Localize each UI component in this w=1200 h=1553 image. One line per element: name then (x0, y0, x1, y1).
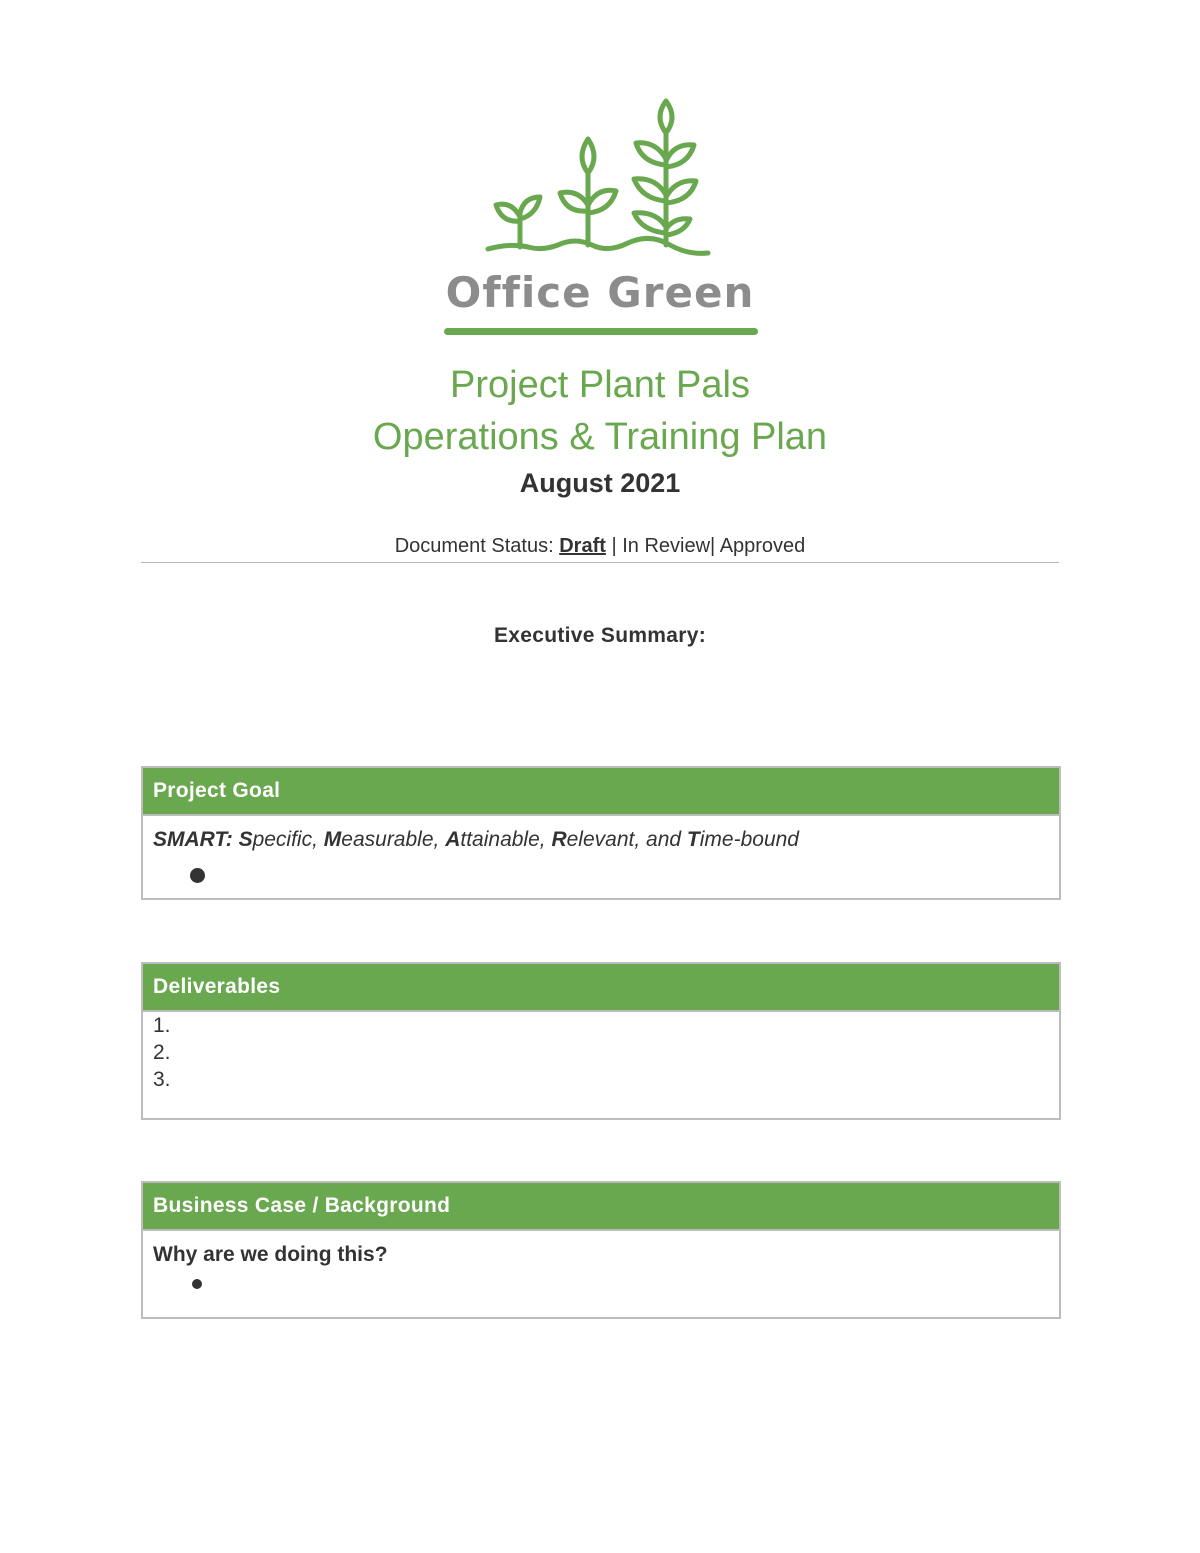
document-status (0, 535, 1200, 558)
status-approved: Approved (719, 535, 806, 557)
smart-term: and (646, 828, 682, 851)
brand-name: Office Green (445, 268, 755, 317)
deliverables-section (141, 962, 1061, 1120)
brand-underline (444, 328, 758, 335)
list-item: 3. (153, 1068, 171, 1091)
smart-term: Attainable, (445, 828, 546, 851)
status-separator: | (710, 535, 716, 557)
business-case-section (141, 1181, 1061, 1319)
status-separator: | (611, 535, 617, 557)
business-case-question: Why are we doing this? (153, 1243, 388, 1266)
smart-term: Measurable, (323, 828, 440, 851)
executive-summary-heading: Executive Summary: (494, 624, 706, 647)
document-title: Project Plant Pals (450, 364, 750, 406)
list-item: 2. (153, 1041, 171, 1064)
bullet-point (192, 1279, 202, 1289)
project-goal-section (141, 766, 1061, 900)
list-item: 1. (153, 1014, 171, 1037)
status-in-review: In Review (622, 535, 711, 557)
status-draft: Draft (559, 535, 606, 557)
smart-definition (153, 816, 1049, 852)
business-case-header: Business Case / Background (143, 1183, 1059, 1231)
smart-term: Time-bound (686, 828, 799, 851)
smart-term: Relevant, (551, 828, 641, 851)
project-goal-header: Project Goal (143, 768, 1059, 816)
sprouts-logo-icon (480, 95, 720, 263)
bullet-point (190, 868, 205, 883)
smart-term: Specific, (238, 828, 318, 851)
smart-label: SMART: (153, 828, 233, 851)
document-date: August 2021 (519, 468, 681, 498)
deliverables-header: Deliverables (143, 964, 1059, 1012)
divider (141, 562, 1059, 563)
status-label: Document Status: (394, 535, 554, 557)
document-subtitle: Operations & Training Plan (372, 416, 828, 458)
logo (0, 95, 1200, 263)
